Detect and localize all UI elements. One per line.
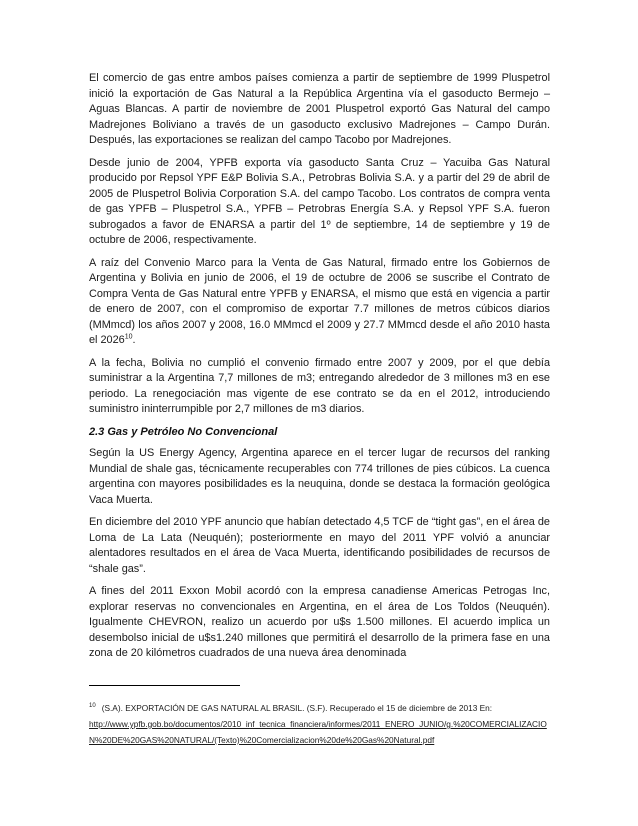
paragraph-convenio-marco-text: A raíz del Convenio Marco para la Venta de Gas Natural, firmado entre los Gobiernos de Argentina y Bolivia en junio de 2006, el 19 de octubre de 2006 se suscribe el Contrato de Compra Venta de Gas Natural entre YPFB y ENARSA, el mismo que está en vigencia a partir de enero de 2007, con el compromiso de exportar 7.7 millones de metros cúbicos diarios (MMmcd) los años 2007 y 2008, 16.0 MMmcd el 2009 y 27.7 MMmcd desde el año 2010 hasta el 2026 xyxy=(89,256,550,346)
paragraph-ypf-tight-gas: En diciembre del 2010 YPF anuncio que habían detectado 4,5 TCF de “tight gas”, en el área de Loma de La Lata (Neuquén); posteriormente en mayo del 2011 YPF volvió a anunciar alentadores resultados en el área de Vaca Muerta, identificando posibilidades de recursos de “shale gas”. xyxy=(89,516,550,575)
paragraph-gas-trade-history: El comercio de gas entre ambos países comienza a partir de septiembre de 1999 Pluspetrol inició la exportación de Gas Natural a la República Argentina vía el gasoducto Bermejo – Aguas Blancas. A partir de noviembre de 2001 Pluspetrol exportó Gas Natural del campo Madrejones Boliviano a través de un gasoducto exclusivo Madrejones – Campo Durán. Después, las exportaciones se realizan del campo Tacobo por Madrejones. xyxy=(89,72,550,146)
body-text xyxy=(89,71,550,669)
paragraph-exxon-chevron: A fines del 2011 Exxon Mobil acordó con la empresa canadiense Americas Petrogas Inc, explorar reservas no convencionales en Argentina, en el área de Los Toldos (Neuquén). Igualmente CHEVRON, realizo un acuerdo por u$s 1.500 millones. El acuerdo implica un desembolso inicial de u$s1.240 millones que permitirá el desarrollo de la primera fase en una zona de 20 kilómetros cuadrados de una nueva área denominada xyxy=(89,585,550,659)
footnote-url-link[interactable]: http://www.ypfb.gob.bo/documentos/2010_inf_tecnica_financiera/informes/2011_ENERO_JUNIO/g.%20COMERCIALIZACION%20DE%20GAS%20NATURAL/(Texto)%20Comercializacion%20de%20Gas%20Natural.pdf xyxy=(89,719,547,745)
paragraph-convenio-marco xyxy=(89,256,550,349)
footnote xyxy=(89,700,550,748)
footnote-number: 10 xyxy=(89,703,96,710)
section-heading: 2.3 Gas y Petróleo No Convencional xyxy=(89,425,278,438)
footnote-url-line xyxy=(89,716,550,748)
footnote-text-line xyxy=(89,700,550,716)
paragraph-shale-ranking: Según la US Energy Agency, Argentina aparece en el tercer lugar de recursos del ranking Mundial de shale gas, técnicamente recuperables con 774 trillones de pies cúbicos. La cuenca argentina con mayores posibilidades es la neuquina, donde se destaca la formación geológica Vaca Muerta. xyxy=(89,447,550,506)
footnote-citation: (S.A). EXPORTACIÓN DE GAS NATURAL AL BRASIL. (S.F). Recuperado el 15 de diciembre de 2013 En: xyxy=(101,703,493,713)
paragraph-ypfb-exports: Desde junio de 2004, YPFB exporta vía gasoducto Santa Cruz – Yacuiba Gas Natural producido por Repsol YPF E&P Bolivia S.A., Petrobras Bolivia S.A. y a partir del 29 de abril de 2005 de Pluspetrol Bolivia Corporation S.A. del campo Tacobo. Los contratos de compra venta de gas YPFB – Pluspetrol S.A., YPFB – Petrobras Energía S.A. y Repsol YPF S.A. fueron subrogados a favor de ENARSA a partir del 1º de septiembre, 14 de septiembre y 19 de octubre de 2006, respectivamente. xyxy=(89,156,550,246)
footnote-separator xyxy=(89,685,240,686)
footnote-reference[interactable]: 10 xyxy=(124,333,133,341)
paragraph-bolivia-compliance: A la fecha, Bolivia no cumplió el convenio firmado entre 2007 y 2009, por el que debía suministrar a la Argentina 7,7 millones de m3; entregando alrededor de 3 millones m3 en ese periodo. La renegociación mas vigente de ese contrato se da en el 2012, introduciendo suministro ininterrumpible por 2,7 millones de m3 diarios. xyxy=(89,356,550,415)
paragraph-convenio-marco-end: . xyxy=(132,334,136,346)
